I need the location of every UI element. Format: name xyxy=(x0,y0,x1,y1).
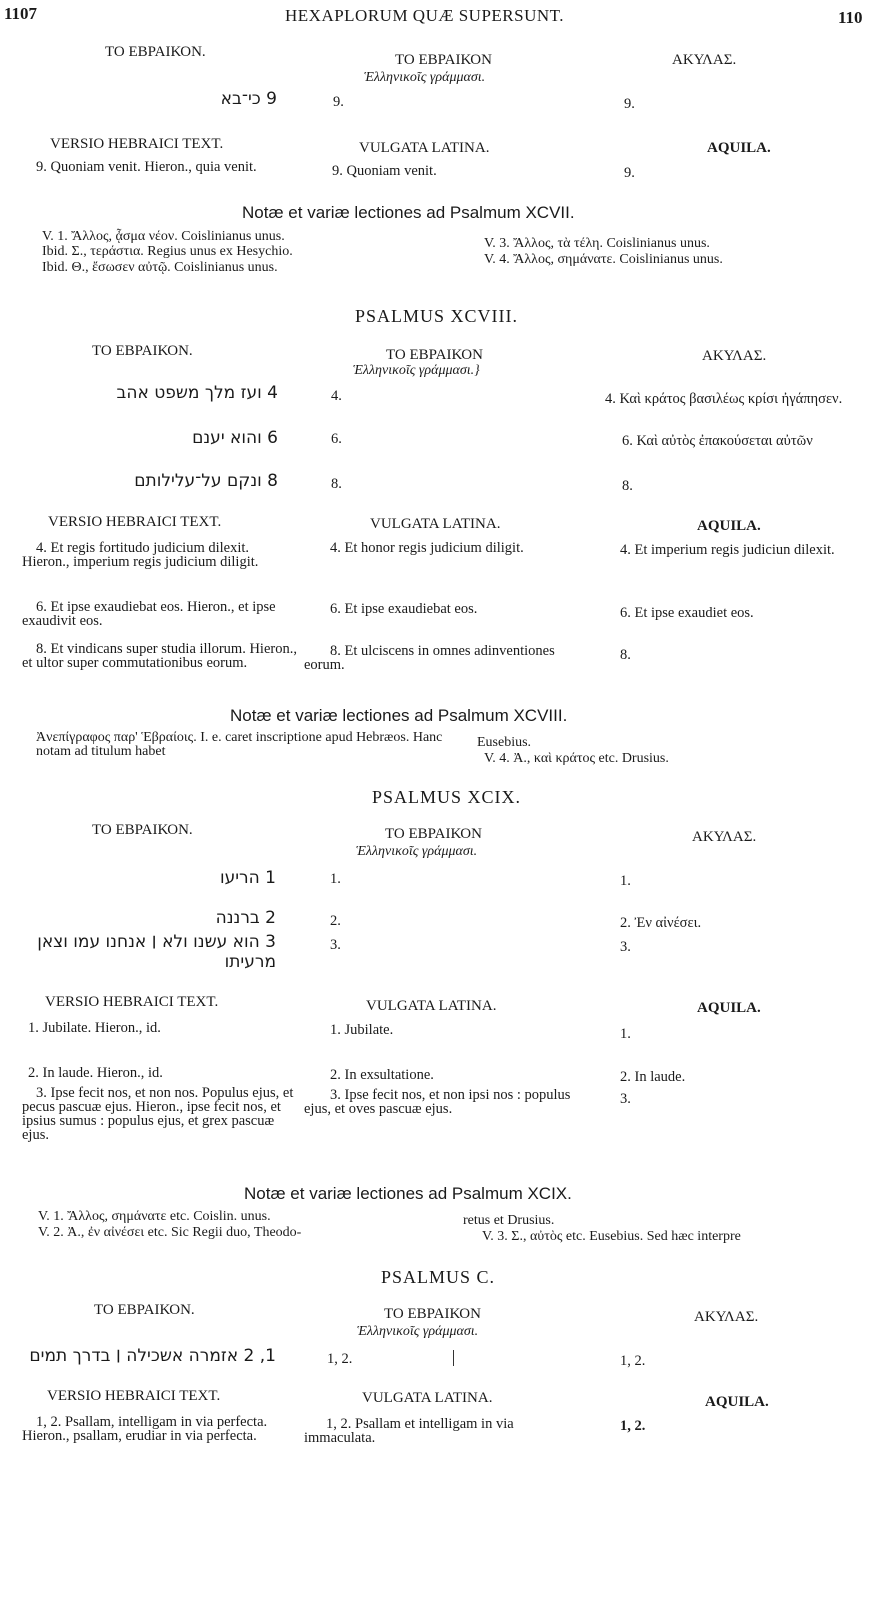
page-number-right: 110 xyxy=(838,8,863,27)
hebrew-verse: 1 הריעו xyxy=(219,868,276,888)
col-subhead-greek: Ἑλληνικοῖς γράμμασι.} xyxy=(353,363,480,378)
greek-verse-num: 9. xyxy=(333,94,344,110)
notes-title: Notæ et variæ lectiones ad Psalmum XCVII. xyxy=(242,203,575,222)
col-head-hebraikon: ΤΟ ΕΒΡΑΙΚΟΝ. xyxy=(94,1302,195,1318)
note-line: retus et Drusius. xyxy=(463,1213,555,1228)
hebrew-verse: 8 ונקם על־עלילותם xyxy=(134,471,278,491)
vulgata-text: 1, 2. Psallam et intelligam in via immaculata. xyxy=(304,1416,514,1446)
versio-text: 8. Et vindicans super studia illorum. Hieron., et ultor super commutationibus eorum. xyxy=(22,641,297,671)
akylas-verse: 6. Καὶ αὐτὸς ἐπακούσεται αὐτῶν xyxy=(622,433,813,449)
col-head-hebraikon-greek: ΤΟ ΕΒΡΑΙΚΟΝ xyxy=(385,826,482,842)
greek-verse-num: 6. xyxy=(331,431,342,447)
col-head-hebraikon: ΤΟ ΕΒΡΑΙΚΟΝ. xyxy=(92,822,193,838)
hebrew-verse: 1, 2 אזמרה אשכילה ׀ בדרך תמים xyxy=(29,1346,276,1366)
col-head-vulgata: VULGATA LATINA. xyxy=(370,516,501,532)
aquila-text: 1, 2. xyxy=(620,1418,646,1434)
aquila-text: 6. Et ipse exaudiet eos. xyxy=(620,605,754,621)
hebrew-verse: 2 ברננה xyxy=(215,908,276,928)
versio-text: 1, 2. Psallam, intelligam in via perfecta. Hieron., psallam, erudiar in via perfecta. xyxy=(22,1414,268,1444)
col-subhead-greek: Ἑλληνικοῖς γράμμασι. xyxy=(357,1324,479,1339)
col-head-versio: VERSIO HEBRAICI TEXT. xyxy=(48,514,222,530)
running-head: HEXAPLORUM QUÆ SUPERSUNT. xyxy=(285,6,565,25)
akylas-verse: 8. xyxy=(622,478,633,494)
vulgata-text: 3. Ipse fecit nos, et non ipsi nos : populus ejus, et oves pascuæ ejus. xyxy=(304,1087,571,1117)
aquila-text: 4. Et imperium regis judiciun dilexit. xyxy=(620,542,835,558)
col-head-versio: VERSIO HEBRAICI TEXT. xyxy=(45,994,219,1010)
section-title: PSALMUS XCVIII. xyxy=(355,306,519,326)
col-head-hebraikon: ΤΟ ΕΒΡΑΙΚΟΝ. xyxy=(92,343,193,359)
vulgata-text: 9. Quoniam venit. xyxy=(332,163,437,179)
hebrew-verse: 4 ועז מלך משפט אהב xyxy=(116,383,278,403)
col-head-aquila: AQUILA. xyxy=(697,518,761,534)
versio-text: 1. Jubilate. Hieron., id. xyxy=(28,1020,161,1036)
note-line: V. 2. Ἀ., ἐν αἰνέσει etc. Sic Regii duo, Theodo- xyxy=(38,1225,302,1240)
section-title: PSALMUS C. xyxy=(381,1267,496,1287)
note-line: V. 4. Ἄλλος, σημάνατε. Coislinianus unus. xyxy=(484,252,723,267)
greek-verse-num: 3. xyxy=(330,937,341,953)
note-line: V. 1. Ἄλλος, σημάνατε etc. Coislin. unus. xyxy=(38,1209,271,1224)
col-subhead-greek: Ἑλληνικοῖς γράμμασι. xyxy=(364,70,486,85)
greek-verse-num: 4. xyxy=(331,388,342,404)
aquila-text: 9. xyxy=(624,165,635,181)
versio-text: 4. Et regis fortitudo judicium dilexit. Hieron., imperium regis judicium diligit. xyxy=(22,540,259,570)
col-head-vulgata: VULGATA LATINA. xyxy=(366,998,497,1014)
col-head-akylas: ΑΚΥΛΑΣ. xyxy=(672,52,737,68)
versio-text: 9. Quoniam venit. Hieron., quia venit. xyxy=(36,159,257,175)
greek-verse-num: 1, 2. xyxy=(327,1351,353,1367)
greek-verse-num: 8. xyxy=(331,476,342,492)
akylas-verse: 3. xyxy=(620,939,631,955)
akylas-verse-num: 9. xyxy=(624,96,635,112)
col-head-hebraikon-greek: ΤΟ ΕΒΡΑΙΚΟΝ xyxy=(384,1306,481,1322)
aquila-text: 2. In laude. xyxy=(620,1069,686,1085)
col-head-versio: VERSIO HEBRAICI TEXT. xyxy=(50,136,224,152)
vulgata-text: 1. Jubilate. xyxy=(330,1022,394,1038)
note-line: V. 3. Ἄλλος, τὰ τέλη. Coislinianus unus. xyxy=(484,236,710,251)
note-line: V. 1. Ἄλλος, ᾆσμα νέον. Coislinianus unus. xyxy=(42,229,285,244)
col-head-akylas: ΑΚΥΛΑΣ. xyxy=(692,829,757,845)
akylas-verse: 1. xyxy=(620,873,631,889)
akylas-verse: 4. Καὶ κράτος βασιλέως κρίσι ἠγάπησεν. xyxy=(605,391,843,407)
col-head-aquila: AQUILA. xyxy=(697,1000,761,1016)
hebrew-verse: 9 כי־בא xyxy=(220,89,277,109)
versio-text: 6. Et ipse exaudiebat eos. Hieron., et ipse exaudivit eos. xyxy=(22,599,276,629)
vulgata-text: 6. Et ipse exaudiebat eos. xyxy=(330,601,478,617)
col-head-aquila: AQUILA. xyxy=(705,1394,769,1410)
col-head-hebraikon-greek: ΤΟ ΕΒΡΑΙΚΟΝ xyxy=(395,52,492,68)
col-head-vulgata: VULGATA LATINA. xyxy=(362,1390,493,1406)
note-line: V. 3. Σ., αὐτὸς etc. Eusebius. Sed hæc interpre xyxy=(482,1229,741,1244)
akylas-verse: 2. Ἐν αἰνέσει. xyxy=(620,915,702,931)
col-head-hebraikon-greek: ΤΟ ΕΒΡΑΙΚΟΝ xyxy=(386,347,483,363)
notes-title: Notæ et variæ lectiones ad Psalmum XCIX. xyxy=(244,1184,572,1203)
note-line: Eusebius. xyxy=(477,735,532,750)
greek-verse-num: 1. xyxy=(330,871,341,887)
hebrew-verse: 6 והוא יענם xyxy=(192,428,278,448)
section-title: PSALMUS XCIX. xyxy=(372,787,522,807)
col-head-versio: VERSIO HEBRAICI TEXT. xyxy=(47,1388,221,1404)
note-line: Ibid. Θ., ἔσωσεν αὐτῷ. Coislinianus unus. xyxy=(42,260,278,275)
vulgata-text: 4. Et honor regis judicium diligit. xyxy=(330,540,524,556)
vulgata-text: 2. In exsultatione. xyxy=(330,1067,434,1083)
column-rule xyxy=(453,1350,454,1366)
aquila-text: 8. xyxy=(620,647,631,663)
hebrew-verse: 3 הוא עשנו ולא ׀ אנחנו עמו וצאן מרעיתו xyxy=(37,932,276,972)
col-head-vulgata: VULGATA LATINA. xyxy=(359,140,490,156)
col-head-hebraikon: ΤΟ ΕΒΡΑΙΚΟΝ. xyxy=(105,44,206,60)
note-line: Ibid. Σ., τεράστια. Regius unus ex Hesychio. xyxy=(42,244,293,259)
aquila-text: 1. xyxy=(620,1026,631,1042)
versio-text: 3. Ipse fecit nos, et non nos. Populus ejus, et pecus pascuæ ejus. Hieron., ipse fecit nos, et ipsius sumus : populus ejus, et grex pascuæ ejus. xyxy=(22,1085,294,1143)
aquila-text: 3. xyxy=(620,1091,631,1107)
col-head-aquila: AQUILA. xyxy=(707,140,771,156)
akylas-verse: 1, 2. xyxy=(620,1353,646,1369)
col-head-akylas: ΑΚΥΛΑΣ. xyxy=(702,348,767,364)
versio-text: 2. In laude. Hieron., id. xyxy=(28,1065,163,1081)
vulgata-text: 8. Et ulciscens in omnes adinventiones eorum. xyxy=(304,643,555,673)
greek-verse-num: 2. xyxy=(330,913,341,929)
col-head-akylas: ΑΚΥΛΑΣ. xyxy=(694,1309,759,1325)
col-subhead-greek: Ἑλληνικοῖς γράμμασι. xyxy=(356,844,478,859)
note-line: V. 4. Ἀ., καὶ κράτος etc. Drusius. xyxy=(484,751,669,766)
page-number-left: 1107 xyxy=(4,4,38,23)
note-line: Ἀνεπίγραφος παρ' Ἑβραίοις. I. e. caret inscriptione apud Hebræos. Hanc notam ad titulum habet xyxy=(36,730,443,759)
notes-title: Notæ et variæ lectiones ad Psalmum XCVIII. xyxy=(230,706,568,725)
